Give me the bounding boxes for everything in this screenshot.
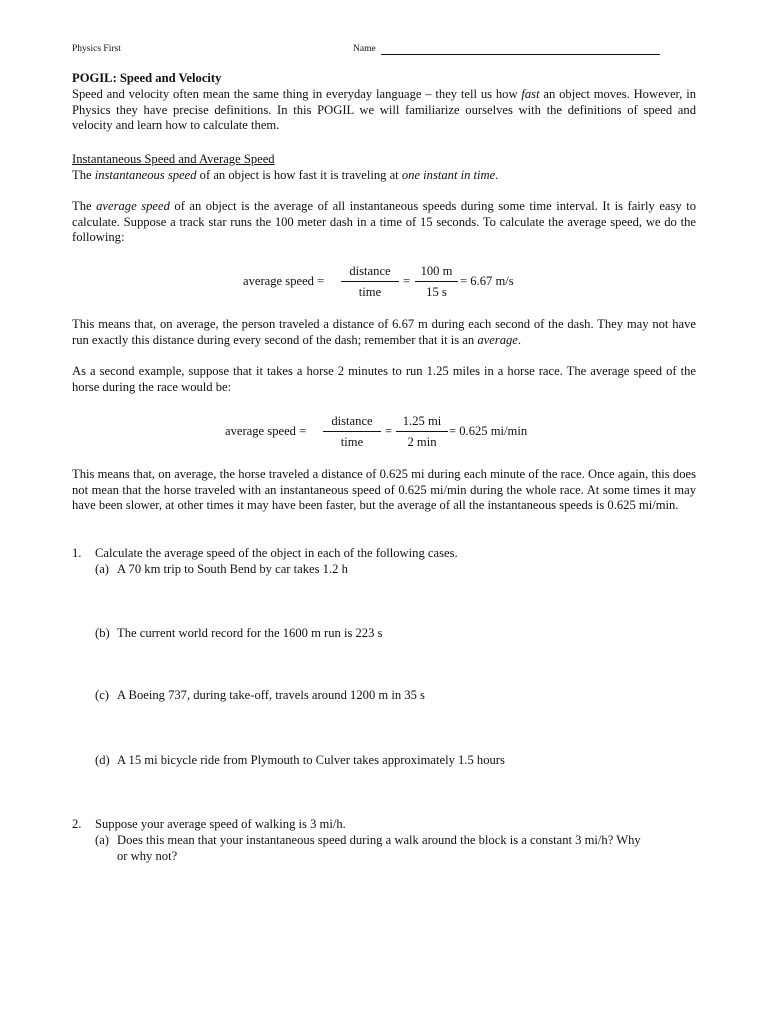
name-label: Name [353,44,376,54]
eq2-fraction-distance-time: distance time [323,414,381,450]
question-2-number: 2. [72,817,82,831]
question-2-text: Suppose your average speed of walking is 3 mi/h. [95,817,346,831]
horse-example-paragraph: As a second example, suppose that it takes a horse 2 minutes to run 1.25 miles in a horse race. The average speed of the horse during the race would be: [72,364,696,394]
page-title: POGIL: Speed and Velocity [72,71,222,85]
question-1b: (b) The current world record for the 1600 m run is 223 s [95,626,383,640]
explanation-track-star: This means that, on average, the person traveled a distance of 6.67 m during each second of the dash. They may not have run exactly this distance during every second of the dash; remember that it is an average. [72,317,696,347]
question-2a: (a) Does this mean that your instantaneous speed during a walk around the block is a constant 3 mi/h? Why [95,833,641,847]
eq1-lhs: average speed = [243,274,325,288]
name-blank[interactable] [381,54,660,55]
intro-paragraph: Speed and velocity often mean the same thing in everyday language – they tell us how fast an object moves. However, in Physics they have precise definitions. In this POGIL we will familiarize ourselves with the definitions of speed and velocity and learn how to calculate them. [72,87,697,133]
worksheet-page: Physics First Name POGIL: Speed and Velocity Speed and velocity often mean the same thing in everyday language – they tell us how fast an object moves. However, in Physics they have precise definitions. In this POGIL we will familiarize ourselves with the definitions of speed and velocity and learn how to calculate them. Instantaneous Speed and Average Speed The instantaneous speed of an object is how fast it is traveling at one instant in time. The average speed of an object is the average of all instantaneous speeds during some time interval. It is fairly easy to calculate. Suppose a track star runs the 100 meter dash in a time of 15 seconds. To calculate the average speed, we do the following: average speed = distance time = $\frac{100 m}{15 s}$ = 6.67 m/s This means that, on average, the person traveled a distance of 6.67 m during each second of the dash. They may not have run exactly this distance during every second of the dash; remember that it is an average. As a second example, suppose that it takes a horse 2 minutes to run 1.25 miles in a horse race. The average speed of the horse during the race would be: average speed = distance time = 1.25 mi 2 min = 0.625 mi/min This means that, on average, the horse traveled a distance of 0.625 mi during each minute of the race. Once again, this does not mean that the horse traveled with an instantaneous speed of 0.625 mi/min during the whole race. At some times it may have been slower, at other times it may have been faster, but the average of all the instantaneous speeds is 0.625 mi/min. 1. Calculate the average speed of the object in each of the following cases. (a) A 70 km trip to South Bend by car takes 1.2 h (b) The current world record for the 1600 m run is 223 s (c) A Boeing 737, during take-off, travels around 1200 m in 35 s (d) A 15 mi bicycle ride from Plymouth to Culver takes approximately 1.5 hours 2. Suppose your average speed of walking is 3 mi/h. (a) Does this mean that your instantaneous speed during a walk around the block is a constant 3 mi/h? Why or why not? [72,44,697,863]
question-1d: (d) A 15 mi bicycle ride from Plymouth to Culver takes approximately 1.5 hours [95,753,505,767]
section-heading: Instantaneous Speed and Average Speed [72,152,275,166]
eq1-fraction-distance-time: distance time [341,264,399,300]
intro-emphasis: fast [521,87,540,101]
question-1a: (a) A 70 km trip to South Bend by car takes 1.2 h [95,562,348,576]
explanation-horse: This means that, on average, the horse traveled a distance of 0.625 mi during each minute of the race. Once again, this does not mean that the horse traveled with an instantaneous speed of 0.625 mi/min during the whole race. At some times it may have been slower, at other times it may have been faster, but the average of all the instantaneous speeds is 0.625 mi/min. [72,467,696,513]
average-speed-paragraph: The average speed of an object is the average of all instantaneous speeds during some time interval. It is fairly easy to calculate. Suppose a track star runs the 100 meter dash in a time of 15 seconds. To calculate the average speed, we do the following: [72,199,697,245]
eq2-fraction-values: 1.25 mi 2 min [396,414,448,450]
eq1-fraction-values: $\frac{100 m}{15 s}$ [415,264,458,300]
eq1-result: = 6.67 m/s [460,274,514,288]
question-1c: (c) A Boeing 737, during take-off, travels around 1200 m in 35 s [95,688,425,702]
eq2-lhs: average speed = [225,424,307,438]
question-1-text: Calculate the average speed of the object in each of the following cases. [95,546,458,560]
question-1-number: 1. [72,546,82,560]
eq2-result: = 0.625 mi/min [449,424,528,438]
question-2a-continued: or why not? [117,849,178,863]
instantaneous-definition: The instantaneous speed of an object is how fast it is traveling at one instant in time. [72,168,499,182]
course-label: Physics First [72,44,121,54]
